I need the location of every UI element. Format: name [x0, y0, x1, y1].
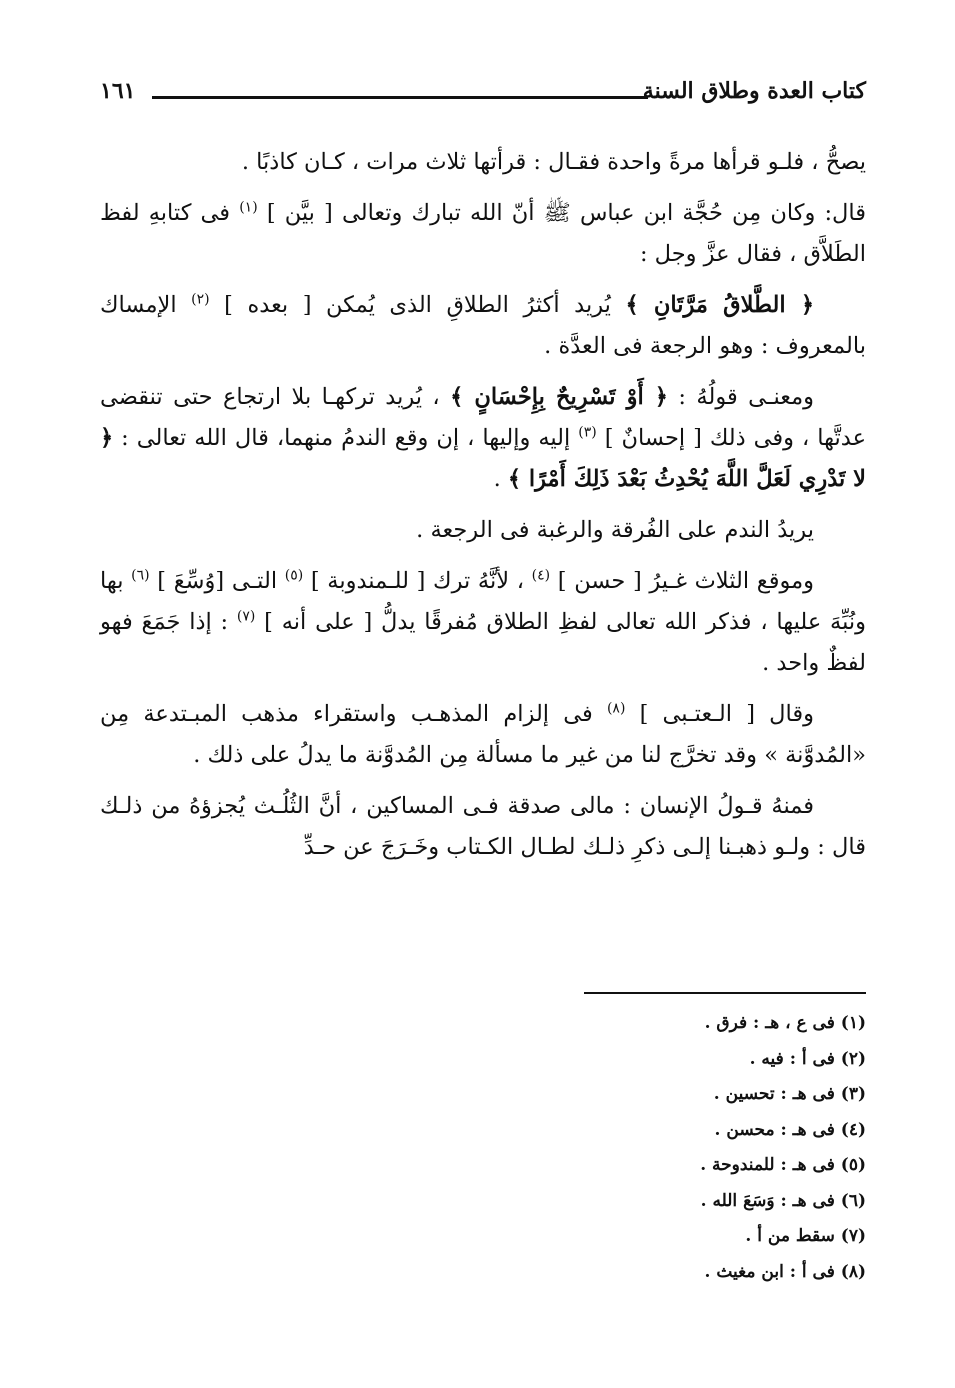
footnote-5: (٥) فى هـ : للمندوحة . — [700, 1155, 866, 1175]
footnotes — [366, 1006, 866, 1290]
quran-verse: ﴿ لا تَدْرِي لَعَلَّ اللَّهَ يُحْدِثُ بَعْدَ ذَلِكَ أَمْرًا ﴾ — [100, 425, 866, 492]
footnote-ref-7: (٧) — [236, 608, 256, 625]
main-text — [100, 142, 866, 878]
footnote-4: (٤) فى هـ : محسن . — [714, 1119, 866, 1140]
paragraph-4: ومعنـى قولُهُ : ﴿ أَوْ تَسْرِيحٌ بِإِحْسَانٍ ﴾ ، يُريد تركهـا بلا ارتجاع حتى تنقضى عدتَّها ، وفى ذلك [ إحسانٌ ] $^{(٣)}$ إليه وإليها ، إن وقع الندمُ منهما، قال الله تعالى : ﴿ لا تَدْرِي لَعَلَّ اللَّهَ يُحْدِثُ بَعْدَ ذَلِكَ أَمْرًا ﴾ . — [100, 384, 866, 492]
page-header — [100, 72, 866, 112]
footnote-2: (٢) فى أ : فيه . — [749, 1048, 866, 1069]
quran-verse: ﴿ الطَّلاقُ مَرَّتَانِ ﴾ — [625, 292, 815, 318]
paragraph-1: يصحُّ ، فلـو قرأها مرةً واحدة فقـال : قرأتها ثلاث مرات ، كـان كاذبًا . — [241, 149, 866, 175]
footnote-3: (٣) فى هـ : تحسين . — [713, 1084, 866, 1104]
footnote-separator — [584, 992, 866, 994]
footnote-ref-4: (٤) — [531, 567, 551, 584]
running-title: كتاب العدة وطلاق السنة — [642, 78, 866, 104]
footnote-ref-8: (٨) — [606, 700, 626, 717]
footnote-7: (٧) سقط من أ . — [745, 1226, 866, 1246]
page-number: ١٦١ — [100, 78, 136, 104]
paragraph-8: فمنهُ قـولُ الإنسان : مالى صدقة فـى المساكين ، أنَّ الثُلُـث يُجزؤهُ من ذلـك قال : ولـو ذهبـنا إلـى ذكرِ ذلـك لطـال الكـتاب وخَـرَجَ عن حـدِّ — [100, 793, 866, 860]
footnote-6: (٦) فى هـ : وَسَعَ الله . — [700, 1190, 866, 1211]
footnote-1: (١) فى ع ، هـ : فرق . — [704, 1013, 866, 1033]
paragraph-6: وموقع الثلاث غـيرُ [ حسن ] $^{(٤)}$ ، لأنَّهُ ترك [ للـمندوبة ] $^{(٥)}$ التـى [وُسِّعَ ] $^{(٦)}$ بها ونُبِّهَ عليها ، فذكر الله تعالى لفظِ الطلاق مُفرقًا يدلُّ [ على أنه ] $^{(٧)}$ : إذا جَمَعَ فهو لفظٌ واحد . — [100, 567, 867, 676]
footnote-ref-2: (٢) — [191, 291, 210, 308]
paragraph-5: يريدُ الندم على الفُرقة والرغبة فى الرجعة . — [416, 517, 814, 543]
footnote-ref-5: (٥) — [284, 567, 304, 584]
quran-verse: ﴿ أَوْ تَسْرِيحٌ بِإِحْسَانٍ ﴾ — [450, 384, 668, 410]
footnote-ref-3: (٣) — [578, 424, 597, 441]
footnote-8: (٨) فى أ : ابن مغيث . — [704, 1261, 866, 1282]
header-rule — [152, 96, 648, 99]
footnote-ref-1: (١) — [239, 199, 258, 216]
paragraph-7: وقال [ الـعتـبى ] $^{(٨)}$ فى إلزام المذهـب واستقراء مذهب المبـتدعة مِن «المُدوَّنة » وقد تخرَّج لنا من غير ما مسألة مِن المُدوَّنة ما يدلُ على ذلك . — [100, 700, 866, 768]
footnote-ref-6: (٦) — [131, 567, 150, 584]
paragraph-2: قال: وكان مِن حُجَّة ابن عباس ﷺ أنّ الله تبارك وتعالى [ بيَّن ] $^{(١)}$ فى كتابهِ لفظ الطَلاَّق ، فقال عزَّ وجل : — [100, 199, 866, 267]
paragraph-3: ﴿ الطَّلاقُ مَرَّتَانِ ﴾ يُريد أكثرُ الطلاقِ الذى يُمكن [ بعده ] $^{(٢)}$ الإمساك بالمعروف : وهو الرجعة فى العدَّة . — [100, 291, 866, 359]
